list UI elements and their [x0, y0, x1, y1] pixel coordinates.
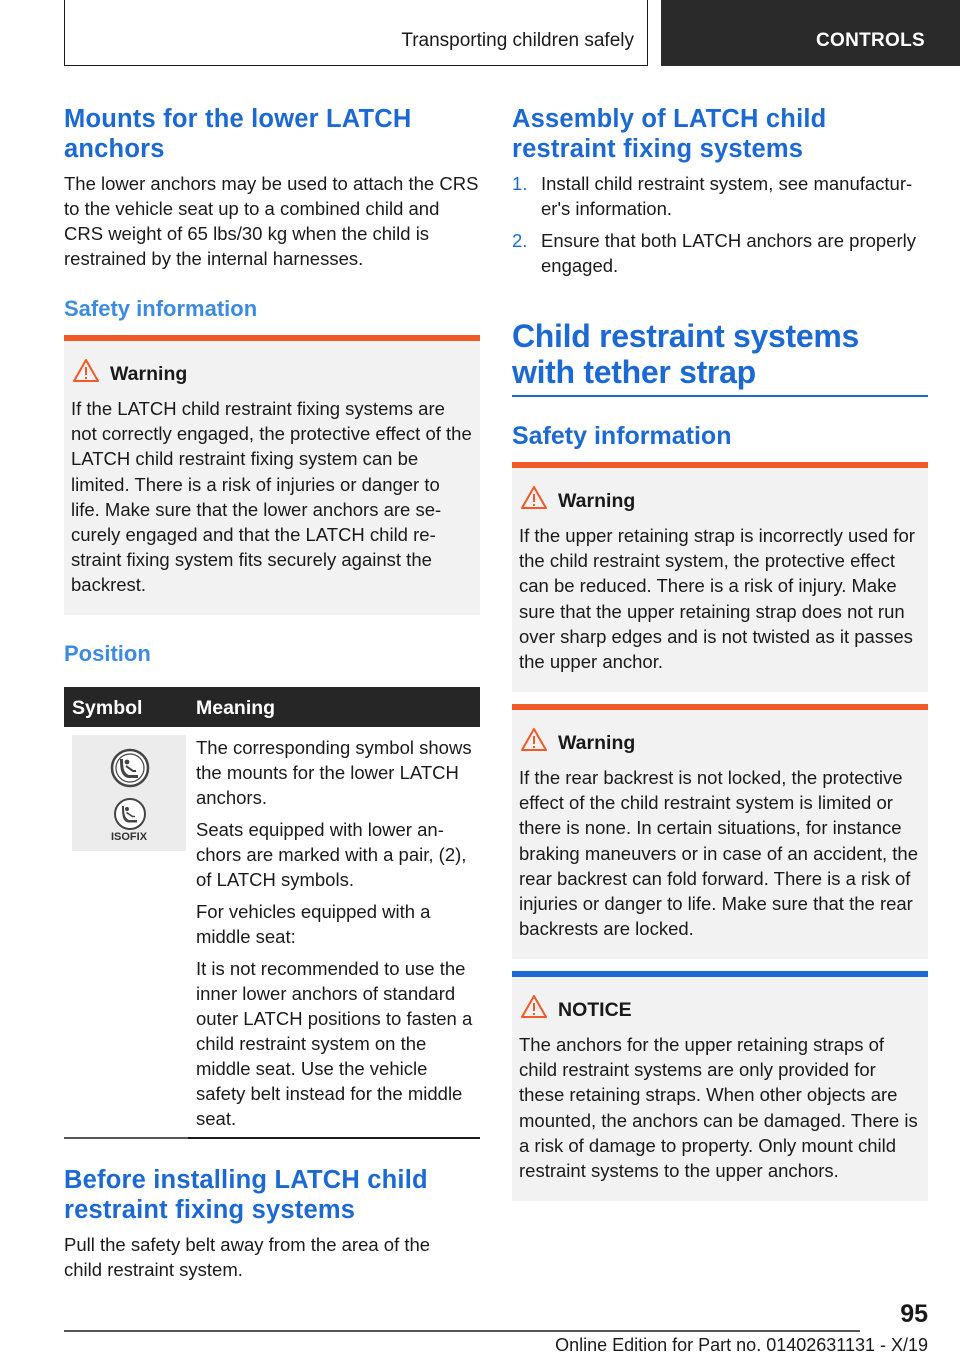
before-installing-heading: Before installing LATCH child restraint fixing systems — [64, 1166, 428, 1224]
footer-edition: Online Edition for Part no. 01402631131 - X/19 — [555, 1335, 928, 1355]
header-section-title: Transporting children safely — [401, 30, 634, 51]
notice-triangle-icon — [521, 994, 547, 1020]
mounts-heading: Mounts for the lower LATCH anchors — [64, 105, 412, 163]
heading-underline — [512, 395, 928, 397]
step-text: Ensure that both LATCH anchors are properly engaged. — [541, 230, 916, 276]
assembly-heading: Assembly of LATCH child restraint fixing systems — [512, 105, 827, 163]
table-bottom-rule-accent — [188, 1137, 480, 1139]
step-number: 2. — [512, 230, 528, 251]
col-meaning-header: Meaning — [196, 697, 276, 719]
safety-info-heading-left: Safety information — [64, 296, 258, 321]
latch-symbol-cell — [72, 735, 186, 851]
mounts-body: The lower anchors may be used to attach the CRS to the vehicle seat up to a combined child and CRS weight of 65 lbs/30 kg when the child is restrained by the internal harnesses. — [64, 173, 479, 269]
warning-title: Warning — [558, 490, 636, 512]
header-chapter-title: CONTROLS — [816, 30, 926, 51]
child-seat-icon — [109, 747, 151, 789]
step-number: 1. — [512, 173, 528, 194]
header-chapter-tab — [661, 0, 960, 66]
warning-box-tether — [512, 462, 928, 692]
warning-triangle-icon — [521, 485, 547, 511]
notice-text: The anchors for the upper retaining straps of child restraint systems are only provided for these retaining straps. When other objects are mounted, the anchors can be damaged. There is a risk of damage to property. Only mount child restraint systems to the upper anchors. — [519, 1034, 918, 1182]
warning-box-backrest — [512, 704, 928, 959]
col-symbol-header: Symbol — [72, 697, 143, 719]
step-text: Install child restraint system, see manufacturer's information. — [541, 173, 913, 219]
safety-info-heading-right: Safety information — [512, 422, 732, 450]
meaning-paragraph: It is not recommended to use the inner lower anchors of standard outer LATCH positions to fasten a child restraint system on the middle seat. Use the vehicle safety belt instead for the middle seat. — [196, 958, 473, 1129]
meaning-paragraph: The corresponding symbol shows the mounts for the lower LATCH anchors. — [196, 737, 472, 808]
meaning-paragraph: Seats equipped with lower anchors are marked with a pair, (2), of LATCH symbols. — [196, 819, 467, 890]
meaning-cell — [196, 735, 480, 1138]
warning-title: Warning — [110, 363, 188, 385]
footer-rule — [64, 1330, 860, 1332]
warning-triangle-icon — [73, 358, 99, 384]
before-installing-body: Pull the safety belt away from the area of the child restraint system. — [64, 1234, 431, 1280]
warning-text: If the upper retaining strap is incorrectly used for the child restraint system, the protective effect can be reduced. There is a risk of injury. Make sure that the upper retaining strap does not run over sharp edges and is not twisted as it passes the upper anchor. — [519, 525, 915, 673]
list-item — [512, 228, 928, 278]
header-section-tab — [64, 0, 648, 66]
table-header — [64, 687, 480, 727]
warning-text: If the LATCH child restraint fixing systems are not correctly engaged, the protective effect of the LATCH child restraint fixing system can be limited. There is a risk of injuries or danger to life. Make sure that the lower anchors are securely engaged and that the LATCH child restraint fixing system fits securely against the backrest. — [71, 398, 472, 596]
warning-triangle-icon — [521, 727, 547, 753]
assembly-steps-list — [512, 171, 928, 285]
tether-strap-heading: Child restraint systems with tether strap — [512, 318, 860, 390]
notice-title: NOTICE — [558, 999, 632, 1021]
isofix-label: ISOFIX — [110, 831, 148, 843]
meaning-paragraph: For vehicles equipped with a middle seat: — [196, 901, 431, 947]
position-heading: Position — [64, 641, 151, 666]
warning-title: Warning — [558, 732, 636, 754]
warning-text: If the rear backrest is not locked, the protective effect of the child restraint system is limited or there is none. In certain situations, for instance braking maneuvers or in case of an accident, the rear backrest can fold forward. There is a risk of injuries or danger to life. Make sure that the rear backrests are locked. — [519, 767, 919, 940]
notice-box-anchors — [512, 971, 928, 1201]
list-item — [512, 171, 928, 221]
warning-box-latch — [64, 335, 480, 615]
isofix-seat-icon — [113, 797, 147, 831]
page-number: 95 — [900, 1300, 928, 1328]
